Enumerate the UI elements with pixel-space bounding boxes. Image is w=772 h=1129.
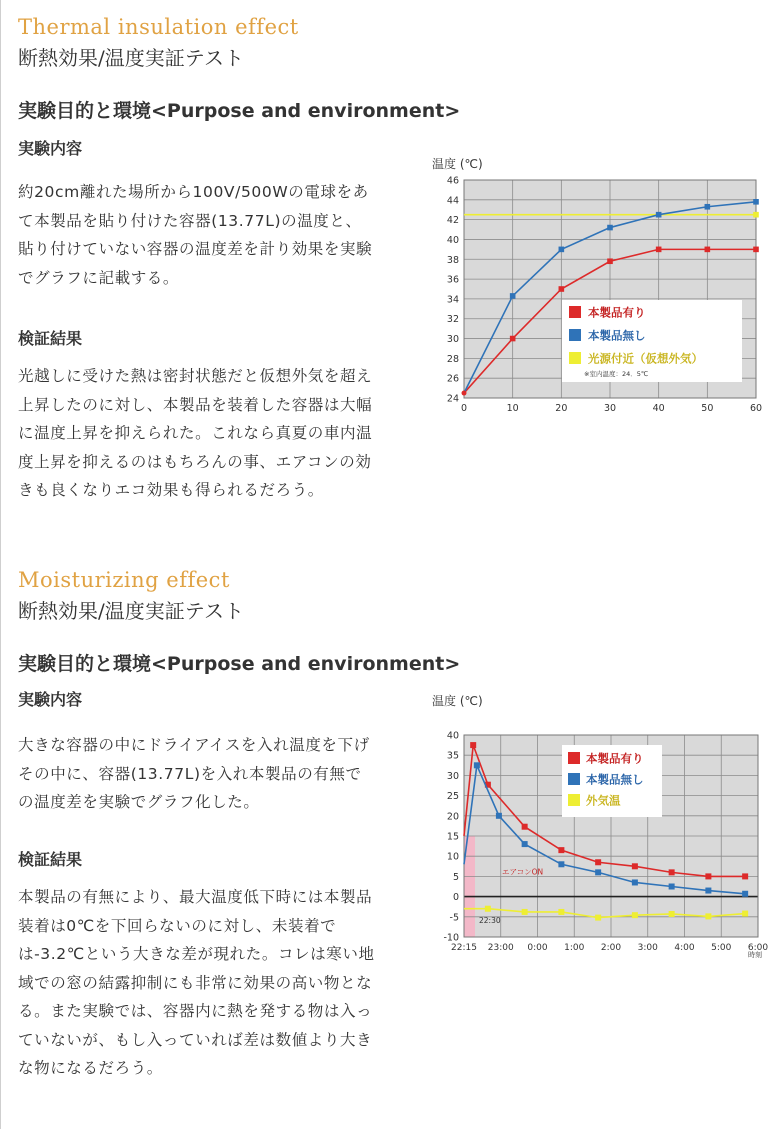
legend-swatch bbox=[569, 306, 581, 318]
data-point bbox=[522, 841, 528, 847]
legend-note: ※室内温度：24．5℃ bbox=[584, 370, 649, 378]
data-point bbox=[485, 906, 491, 912]
x-tick-label: 4:00 bbox=[674, 943, 695, 953]
content-text: 大きな容器の中にドライアイスを入れ温度を下げその中に、容器(13.77L)を入れ本製品の有無での温度差を実験でグラフ化した。 bbox=[18, 736, 370, 811]
y-tick-label: 20 bbox=[446, 811, 459, 823]
data-point bbox=[632, 912, 638, 918]
start-time-label: 22:30 bbox=[479, 915, 501, 925]
y-tick-label: 36 bbox=[446, 274, 459, 286]
x-tick-label: 20 bbox=[555, 403, 568, 414]
y-tick-label: 40 bbox=[446, 730, 459, 742]
x-tick-label: 60 bbox=[749, 403, 763, 414]
y-tick-label: -5 bbox=[449, 912, 459, 924]
y-tick-label: 10 bbox=[446, 851, 459, 863]
data-point bbox=[742, 911, 748, 917]
data-point bbox=[742, 891, 748, 897]
y-tick-label: 35 bbox=[446, 750, 459, 762]
data-point bbox=[669, 869, 675, 875]
section-en-title: Thermal insulation effect bbox=[18, 15, 299, 39]
content-heading: 実験内容 bbox=[18, 139, 83, 158]
x-tick-label: 5:00 bbox=[711, 943, 732, 953]
legend-swatch bbox=[568, 794, 580, 806]
y-tick-label: 25 bbox=[446, 791, 459, 803]
data-point bbox=[558, 909, 564, 915]
x-tick-label: 3:00 bbox=[637, 943, 658, 953]
y-tick-label: 40 bbox=[446, 234, 459, 246]
legend-label: 本製品無し bbox=[588, 328, 646, 343]
data-point bbox=[496, 813, 502, 819]
data-point bbox=[632, 863, 638, 869]
page-left-border bbox=[0, 0, 1, 1129]
section-moisturizing bbox=[18, 565, 769, 1077]
legend-label: 本製品有り bbox=[588, 305, 646, 320]
y-tick-label: 28 bbox=[446, 353, 459, 365]
data-point bbox=[558, 847, 564, 853]
y-axis-label: 温度 (℃) bbox=[432, 694, 483, 708]
y-tick-label: 24 bbox=[446, 393, 459, 405]
data-point bbox=[522, 909, 528, 915]
section-jp-title: 断熱効果/温度実証テスト bbox=[18, 46, 244, 70]
data-point bbox=[607, 258, 613, 264]
data-point bbox=[510, 293, 516, 299]
x-tick-label: 22:15 bbox=[451, 943, 477, 953]
x-axis-label: 時刻 bbox=[748, 951, 762, 959]
x-tick-label: 50 bbox=[701, 403, 714, 414]
data-point bbox=[474, 762, 480, 768]
data-point bbox=[705, 913, 711, 919]
y-tick-label: 15 bbox=[446, 831, 459, 843]
data-point bbox=[705, 888, 711, 894]
data-point bbox=[522, 824, 528, 830]
data-point bbox=[595, 869, 601, 875]
y-tick-label: 42 bbox=[446, 215, 459, 227]
data-point bbox=[559, 247, 565, 253]
result-text: 本製品の有無により、最大温度低下時には本製品装着は0℃を下回らないのに対し、未装着では-3.2℃という大きな差が現れた。コレは寒い地域での窓の結露抑制にも非常に効果の高い物となる。また実験では、容器内に熱を発する物は入っていないが、もし入っていれば差は数値より大きな物になるだろう。 bbox=[18, 888, 375, 1077]
legend-swatch bbox=[568, 752, 580, 764]
legend-label: 本製品無し bbox=[586, 772, 644, 787]
y-tick-label: 26 bbox=[446, 373, 459, 385]
data-point bbox=[669, 884, 675, 890]
section-jp-title: 断熱効果/温度実証テスト bbox=[18, 599, 244, 623]
content-text: 約20cm離れた場所から100V/500Wの電球をあて本製品を貼り付けた容器(13.77L)の温度と、貼り付けていない容器の温度差を計り効果を実験でグラフに記載する。 bbox=[18, 183, 373, 287]
data-point bbox=[705, 204, 711, 210]
data-point bbox=[742, 873, 748, 879]
y-tick-label: 30 bbox=[446, 334, 459, 346]
data-point bbox=[558, 861, 564, 867]
content-heading: 実験内容 bbox=[18, 690, 83, 709]
y-tick-label: 44 bbox=[446, 195, 459, 207]
y-tick-label: -10 bbox=[443, 932, 459, 944]
data-point bbox=[462, 391, 467, 396]
y-tick-label: 32 bbox=[446, 314, 459, 326]
legend-label: 光源付近（仮想外気） bbox=[588, 351, 703, 366]
x-tick-label: 23:00 bbox=[487, 943, 514, 953]
x-tick-label: 40 bbox=[652, 403, 665, 414]
y-axis-label: 温度 (℃) bbox=[432, 157, 483, 171]
data-point bbox=[753, 212, 759, 218]
data-point bbox=[656, 212, 662, 218]
section-en-title: Moisturizing effect bbox=[18, 568, 230, 592]
data-point bbox=[510, 336, 516, 342]
y-tick-label: 34 bbox=[446, 294, 459, 306]
thermal-line-chart bbox=[406, 140, 770, 420]
chart-legend bbox=[562, 745, 662, 817]
y-tick-label: 38 bbox=[446, 254, 459, 266]
data-point bbox=[595, 915, 601, 921]
purpose-heading: 実験目的と環境<Purpose and environment> bbox=[18, 100, 461, 122]
y-tick-label: 0 bbox=[452, 892, 459, 904]
y-tick-label: 30 bbox=[446, 770, 459, 782]
data-point bbox=[595, 859, 601, 865]
data-point bbox=[656, 247, 662, 253]
aircon-on-label: エアコンON bbox=[502, 867, 544, 877]
x-tick-label: 1:00 bbox=[564, 943, 585, 953]
result-heading: 検証結果 bbox=[18, 850, 83, 869]
legend-swatch bbox=[569, 352, 581, 364]
section-thermal-insulation bbox=[18, 12, 763, 499]
x-tick-label: 2:00 bbox=[600, 943, 622, 953]
data-point bbox=[607, 225, 613, 231]
moisturizing-line-chart bbox=[406, 691, 770, 961]
data-point bbox=[753, 247, 759, 253]
data-point bbox=[705, 873, 711, 879]
legend-swatch bbox=[568, 773, 580, 785]
y-tick-label: 46 bbox=[446, 175, 459, 187]
data-point bbox=[705, 247, 711, 253]
x-tick-label: 6:00 bbox=[747, 943, 769, 953]
data-point bbox=[669, 911, 675, 917]
data-point bbox=[559, 286, 565, 292]
legend-swatch bbox=[569, 329, 581, 341]
purpose-heading: 実験目的と環境<Purpose and environment> bbox=[18, 653, 461, 675]
result-text: 光越しに受けた熱は密封状態だと仮想外気を超え上昇したのに対し、本製品を装着した容器は大幅に温度上昇を抑えられた。これなら真夏の車内温度上昇を抑えるのはもちろんの事、エアコンの効きも良くなりエコ効果も得られるだろう。 bbox=[18, 367, 373, 499]
x-tick-label: 10 bbox=[506, 403, 519, 414]
result-heading: 検証結果 bbox=[18, 329, 83, 348]
data-point bbox=[753, 199, 759, 205]
x-tick-label: 0 bbox=[460, 403, 468, 414]
x-tick-label: 30 bbox=[603, 403, 617, 414]
legend-label: 外気温 bbox=[586, 793, 621, 808]
data-point bbox=[470, 742, 476, 748]
data-point bbox=[632, 879, 638, 885]
chart-legend bbox=[562, 300, 742, 382]
legend-label: 本製品有り bbox=[586, 751, 644, 766]
y-tick-label: 5 bbox=[452, 871, 459, 883]
x-tick-label: 0:00 bbox=[527, 943, 548, 953]
